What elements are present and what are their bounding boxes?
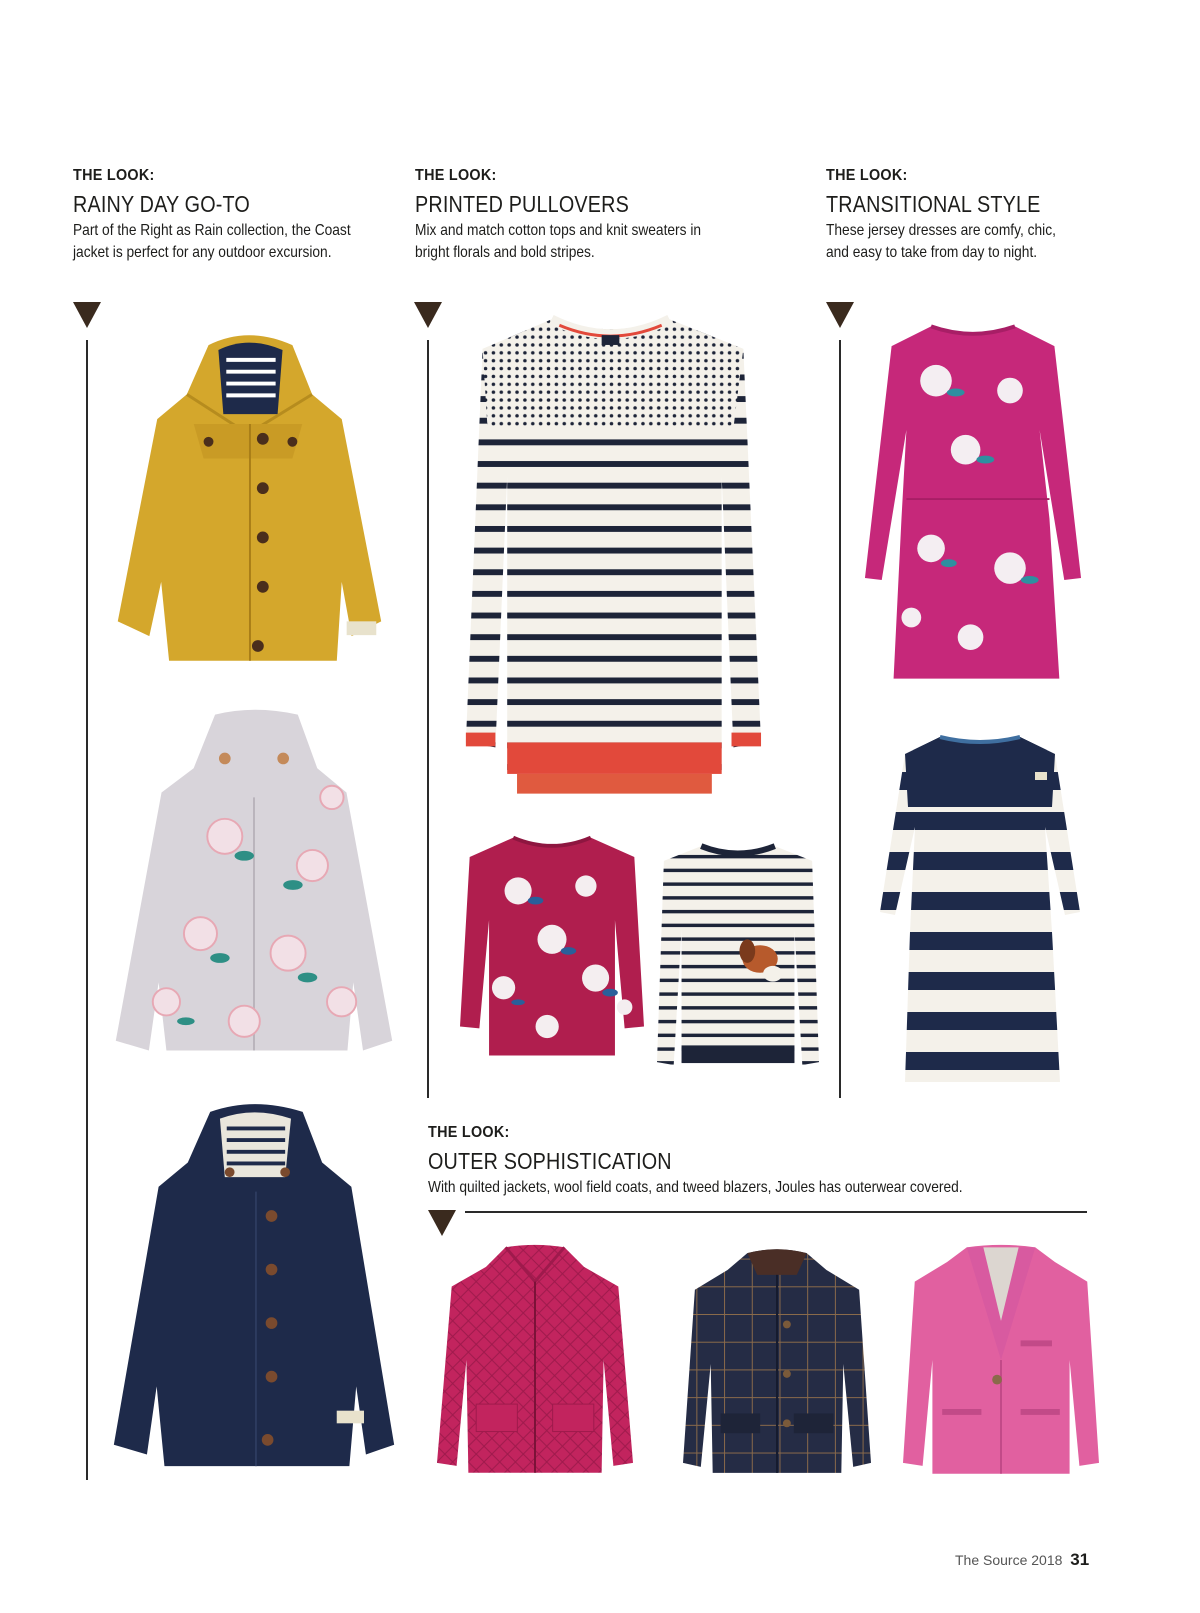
rainy-title: RAINY DAY GO-TO bbox=[73, 191, 250, 217]
section-outer-sophistication bbox=[428, 1124, 1050, 1199]
outer-rule bbox=[465, 1211, 1087, 1213]
pullovers-kicker: THE LOOK: bbox=[415, 167, 497, 184]
pullovers-title: PRINTED PULLOVERS bbox=[415, 191, 629, 217]
outer-description: With quilted jackets, wool field coats, and tweed blazers, Joules has outerwear covered. bbox=[428, 1179, 963, 1196]
page-number: 31 bbox=[1070, 1550, 1090, 1569]
pullovers-rule bbox=[427, 340, 429, 1098]
transitional-title: TRANSITIONAL STYLE bbox=[826, 191, 1041, 217]
rainy-description: Part of the Right as Rain collection, the Coast jacket is perfect for any outdoor excursion. bbox=[73, 222, 351, 261]
section-transitional-style bbox=[826, 167, 1093, 264]
outer-kicker: THE LOOK: bbox=[428, 1124, 510, 1141]
rainy-marker-icon bbox=[73, 302, 101, 328]
navy-check-field-coat bbox=[683, 1244, 871, 1480]
section-rainy-day bbox=[73, 167, 396, 264]
pullovers-description: Mix and match cotton tops and knit sweaters in bright florals and bold stripes. bbox=[415, 222, 702, 261]
striped-dog-sweater bbox=[657, 840, 819, 1078]
striped-knit-sweater bbox=[458, 308, 763, 803]
floral-grey-jacket bbox=[108, 705, 400, 1065]
page-footer bbox=[955, 1550, 1089, 1570]
floral-berry-top bbox=[460, 830, 644, 1068]
pullovers-marker-icon bbox=[414, 302, 442, 328]
transitional-marker-icon bbox=[826, 302, 854, 328]
transitional-kicker: THE LOOK: bbox=[826, 167, 908, 184]
pink-tweed-blazer bbox=[903, 1240, 1099, 1482]
transitional-description: These jersey dresses are comfy, chic, and easy to take from day to night. bbox=[826, 222, 1056, 261]
outer-marker-icon bbox=[428, 1210, 456, 1236]
navy-coast-jacket bbox=[108, 1100, 400, 1478]
navy-striped-dress bbox=[880, 732, 1080, 1084]
publication-name: The Source 2018 bbox=[955, 1552, 1063, 1568]
yellow-coast-jacket bbox=[100, 322, 396, 674]
outer-title: OUTER SOPHISTICATION bbox=[428, 1148, 672, 1174]
section-printed-pullovers bbox=[415, 167, 748, 264]
rainy-rule bbox=[86, 340, 88, 1480]
magenta-floral-dress bbox=[862, 320, 1084, 688]
rainy-kicker: THE LOOK: bbox=[73, 167, 155, 184]
transitional-rule bbox=[839, 340, 841, 1098]
pink-quilted-jacket bbox=[437, 1240, 633, 1480]
